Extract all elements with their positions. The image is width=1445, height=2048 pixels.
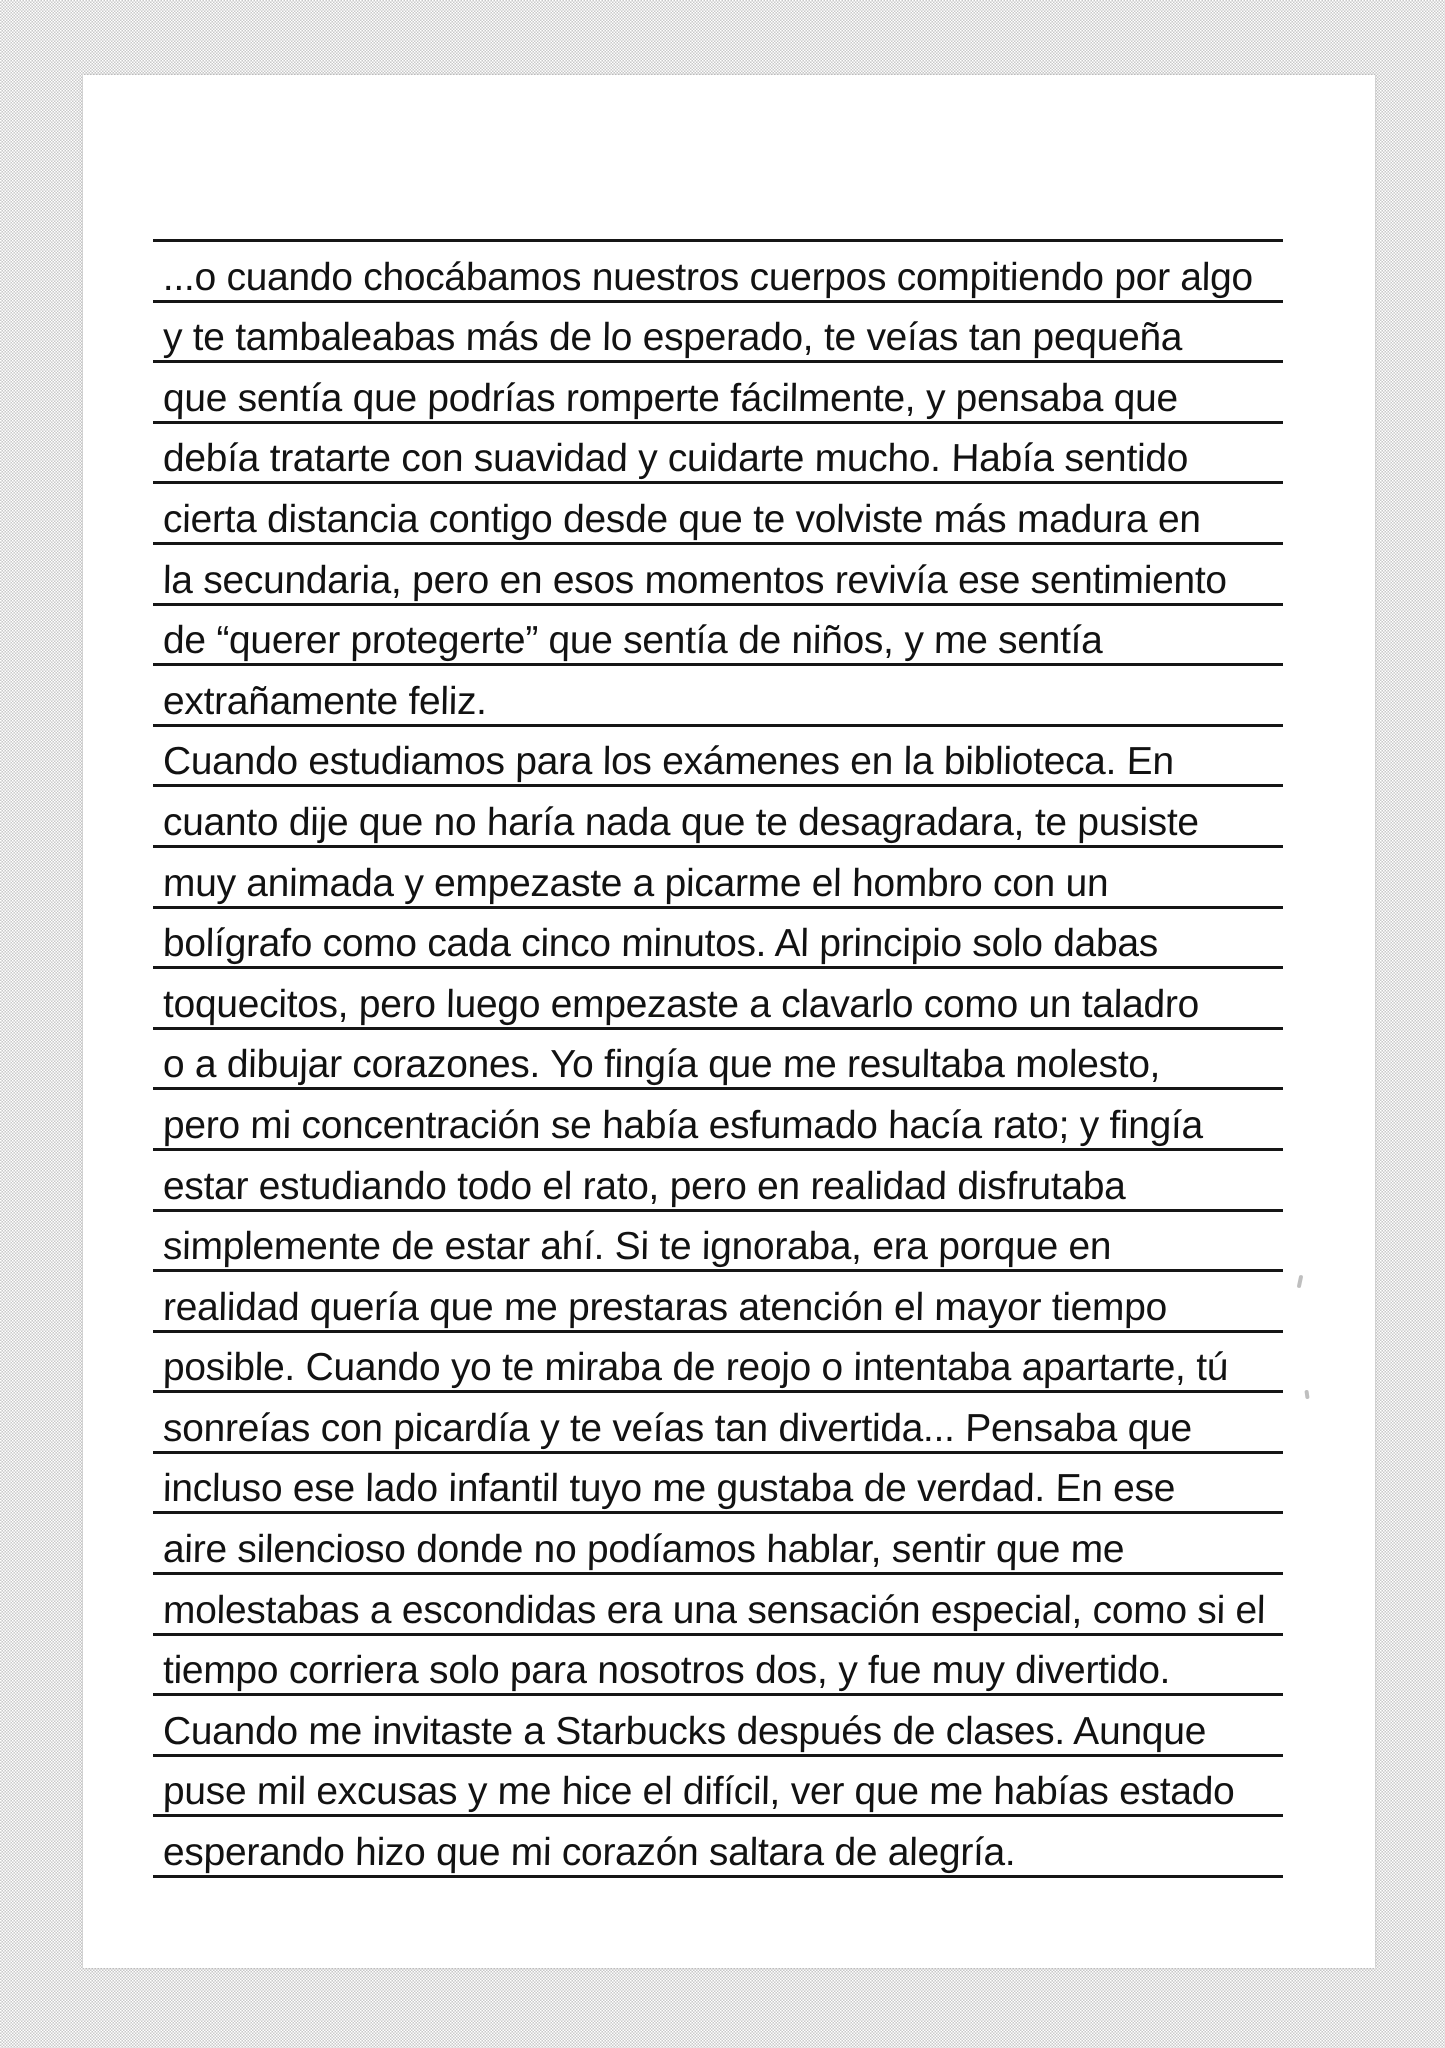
- line-text: y te tambaleabas más de lo esperado, te veías tan pequeña: [162, 316, 1183, 360]
- ruled-line: [153, 545, 1283, 606]
- ruled-line: [153, 909, 1283, 970]
- ruled-line: [153, 1030, 1283, 1091]
- line-text: molestabas a escondidas era una sensación especial, como si el: [162, 1588, 1266, 1632]
- ruled-line: [153, 1757, 1283, 1818]
- line-text: estar estudiando todo el rato, pero en realidad disfrutaba: [162, 1164, 1126, 1208]
- line-text: incluso ese lado infantil tuyo me gustaba de verdad. En ese: [162, 1467, 1176, 1511]
- ruled-line: [153, 1212, 1283, 1273]
- ruled-line: [153, 969, 1283, 1030]
- line-text: de “querer protegerte” que sentía de niños, y me sentía: [162, 619, 1103, 663]
- ruled-line: [153, 303, 1283, 364]
- ruled-text-area: [153, 239, 1283, 1878]
- ruled-line: [153, 1272, 1283, 1333]
- line-text: posible. Cuando yo te miraba de reojo o intentaba apartarte, tú: [162, 1346, 1229, 1390]
- line-text: extrañamente feliz.: [162, 679, 488, 723]
- ruled-line: [153, 1333, 1283, 1394]
- ruled-line: [153, 1151, 1283, 1212]
- line-text: ...o cuando chocábamos nuestros cuerpos compitiendo por algo: [162, 255, 1254, 299]
- line-text: cuanto dije que no haría nada que te desagradara, te pusiste: [162, 800, 1200, 844]
- line-text: toquecitos, pero luego empezaste a clavarlo como un taladro: [162, 982, 1200, 1026]
- line-text: Cuando me invitaste a Starbucks después de clases. Aunque: [162, 1709, 1207, 1753]
- line-text: o a dibujar corazones. Yo fingía que me resultaba molesto,: [162, 1043, 1161, 1087]
- line-text: muy animada y empezaste a picarme el hombro con un: [162, 861, 1109, 905]
- line-text: cierta distancia contigo desde que te volviste más madura en: [162, 497, 1202, 541]
- line-text: aire silencioso donde no podíamos hablar, sentir que me: [162, 1528, 1125, 1572]
- line-text: sonreías con picardía y te veías tan divertida... Pensaba que: [162, 1406, 1193, 1450]
- ruled-line: [153, 848, 1283, 909]
- ruled-line: [153, 1696, 1283, 1757]
- line-text: Cuando estudiamos para los exámenes en la biblioteca. En: [162, 740, 1175, 784]
- line-text: la secundaria, pero en esos momentos revivía ese sentimiento: [162, 558, 1228, 602]
- ruled-line: [153, 787, 1283, 848]
- line-text: esperando hizo que mi corazón saltara de alegría.: [162, 1831, 1016, 1875]
- ruled-line: [153, 363, 1283, 424]
- letter-page: [83, 75, 1375, 1968]
- ruled-line: [153, 484, 1283, 545]
- ruled-line: [153, 424, 1283, 485]
- ruled-line: [153, 606, 1283, 667]
- line-text: tiempo corriera solo para nosotros dos, y fue muy divertido.: [162, 1649, 1171, 1693]
- ruled-line: [153, 1514, 1283, 1575]
- ruled-line: [153, 1454, 1283, 1515]
- ruled-line: [153, 242, 1283, 303]
- ruled-line: [153, 1393, 1283, 1454]
- line-text: debía tratarte con suavidad y cuidarte mucho. Había sentido: [162, 437, 1189, 481]
- ruled-line: [153, 1090, 1283, 1151]
- line-text: simplemente de estar ahí. Si te ignoraba, era porque en: [162, 1225, 1112, 1269]
- line-text: bolígrafo como cada cinco minutos. Al principio solo dabas: [162, 922, 1159, 966]
- ruled-line: [153, 1575, 1283, 1636]
- ruled-line: [153, 1817, 1283, 1878]
- scan-artifact: [1304, 1390, 1309, 1399]
- line-text: pero mi concentración se había esfumado hacía rato; y fingía: [162, 1103, 1204, 1147]
- line-text: puse mil excusas y me hice el difícil, ver que me habías estado: [162, 1770, 1235, 1814]
- scan-artifact: [1297, 1275, 1304, 1289]
- ruled-line: [153, 666, 1283, 727]
- ruled-line: [153, 1636, 1283, 1697]
- ruled-line: [153, 727, 1283, 788]
- line-text: que sentía que podrías romperte fácilmente, y pensaba que: [162, 376, 1179, 420]
- line-text: realidad quería que me prestaras atención el mayor tiempo: [162, 1285, 1168, 1329]
